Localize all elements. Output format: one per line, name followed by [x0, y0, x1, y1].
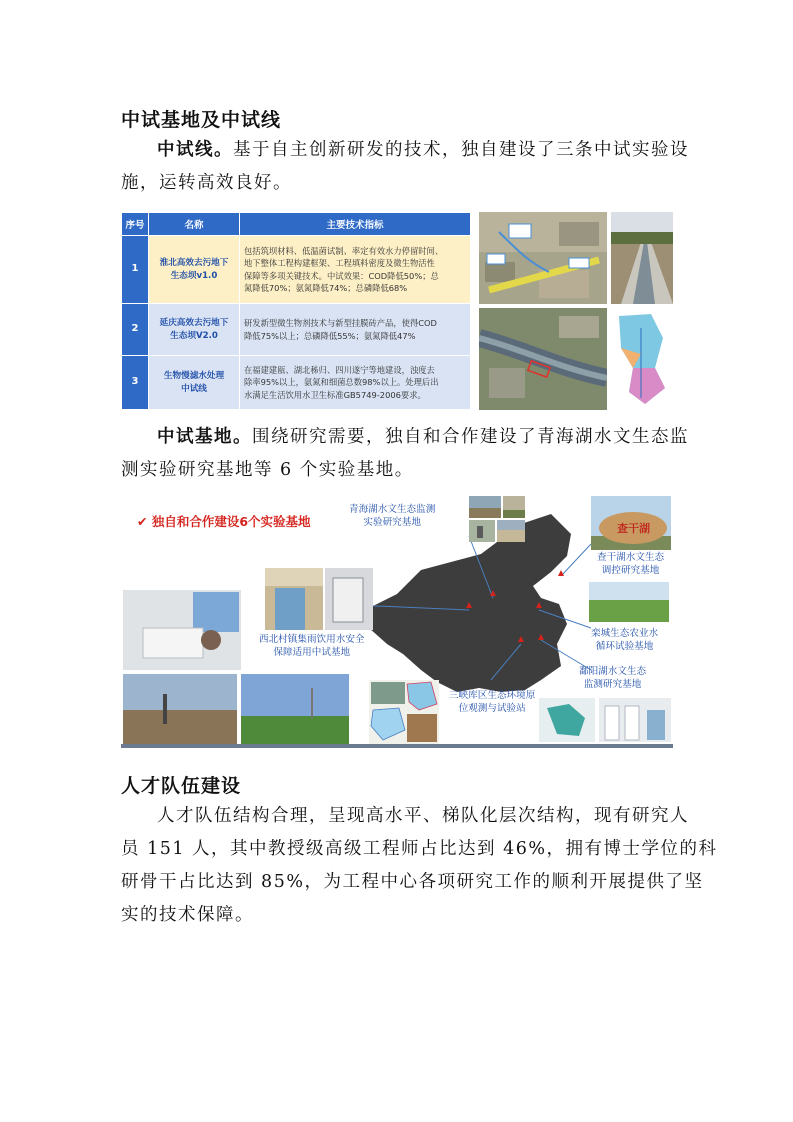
figure-baseline — [121, 744, 673, 748]
row-name-line: 生态坝V2.0 — [170, 330, 218, 341]
desc-line: 包括筑坝材料、低温菌试制、率定有效水力停留时间、 — [244, 245, 444, 256]
poyang-lab-photo — [599, 698, 671, 742]
desc-line: 水满足生活饮用水卫生标准GB5749-2006要求。 — [244, 389, 426, 400]
paragraph-talent — [121, 800, 718, 932]
label-line: 查干湖水文生态 — [597, 552, 665, 563]
qinghai-photo — [503, 496, 525, 518]
table-header-row — [122, 213, 471, 236]
row-desc — [240, 304, 471, 356]
label-xibei — [259, 634, 365, 659]
paragraph-line: 研骨干占比达到 85%，为工程中心各项研究工作的顺利开展提供了坚 — [121, 872, 704, 892]
paragraph-line — [121, 421, 689, 454]
desc-line: 氮降低70%；氨氮降低74%；总磷降低68% — [244, 283, 408, 293]
aerial-photo-site1 — [479, 212, 607, 304]
desc-line: 降低75%以上；总磷降低55%；氨氮降低47% — [244, 330, 416, 341]
row-name-line: 淮北高效去污地下 — [159, 258, 229, 268]
row-name-line: 生物慢滤水处理 — [163, 371, 225, 381]
table-row — [122, 304, 471, 356]
poyang-map — [539, 698, 595, 742]
label-chagan — [597, 552, 664, 577]
paragraph-line — [121, 134, 689, 167]
paragraph-line: 员 151 人，其中教授级高级工程师占比达到 46%，拥有博士学位的科 — [121, 839, 718, 859]
chagan-lake-photo — [591, 496, 671, 550]
row-desc — [240, 356, 471, 410]
xibei-photo-1 — [265, 568, 323, 630]
row-name-line: 延庆高效去污地下 — [159, 318, 229, 328]
label-line: 位观测与试验站 — [458, 702, 526, 714]
table-row — [122, 236, 471, 304]
label-qinghai — [349, 504, 435, 529]
pilot-line-figure — [121, 212, 673, 410]
row-name-line: 生态坝v1.0 — [170, 270, 218, 281]
field-photo-1 — [123, 674, 237, 744]
paragraph-line: 实的技术保障。 — [121, 905, 254, 925]
row-name — [149, 356, 240, 410]
section-heading-pilot: 中试基地及中试线 — [121, 109, 282, 131]
desc-line: 地下整体工程构建框架、工程填料密度及微生物活性 — [244, 258, 435, 268]
xibei-photo-2 — [325, 568, 373, 630]
qinghai-photo — [469, 496, 501, 518]
channel-photo — [611, 212, 673, 304]
label-line: 循环试验基地 — [595, 640, 654, 652]
paragraph-pilot-base — [121, 421, 689, 487]
luancheng-photo — [589, 582, 669, 622]
row-name-line: 中试线 — [181, 383, 207, 394]
table-header-cell: 主要技术指标 — [240, 213, 471, 236]
paragraph-lead: 中试基地。 — [157, 427, 252, 447]
field-photo-2 — [241, 674, 349, 744]
desc-line: 研发新型微生物剂技术与新型挂膜砖产品，使得COD — [244, 318, 437, 328]
paragraph-line: 测实验研究基地等 6 个实验基地。 — [121, 460, 414, 480]
label-sanxia — [449, 690, 535, 715]
label-line: 鄱阳湖水文生态 — [579, 666, 647, 677]
row-desc — [240, 236, 471, 304]
watershed-map — [611, 308, 673, 410]
label-line: 青海湖水文生态监测 — [349, 504, 436, 515]
label-line: 保障适用中试基地 — [273, 646, 351, 658]
tech-table — [121, 212, 471, 410]
desc-line: 除率95%以上，氨氮和细菌总数98%以上。处理后出 — [244, 377, 439, 388]
label-poyang — [579, 666, 646, 691]
aerial-photo-site2 — [479, 308, 607, 410]
section-heading-talent: 人才队伍建设 — [121, 775, 242, 797]
label-line: 三峡库区生态环境原 — [449, 690, 536, 701]
paragraph-lead: 中试线。 — [157, 140, 233, 160]
label-line: 实验研究基地 — [363, 516, 421, 528]
qinghai-photo — [497, 520, 525, 542]
row-number: 3 — [122, 356, 149, 410]
map-title: ✔ 独自和合作建设6个实验基地 — [137, 514, 311, 529]
row-name — [149, 236, 240, 304]
paragraph-pilot-line — [121, 134, 689, 200]
desc-line: 保障等多项关键技术。中试效果：COD降低50%；总 — [244, 270, 439, 281]
table-header-cell: 名称 — [149, 213, 240, 236]
label-line: 西北村镇集雨饮用水安全 — [259, 634, 365, 645]
row-number: 1 — [122, 236, 149, 304]
sanxia-photos — [369, 680, 439, 744]
row-name — [149, 304, 240, 356]
row-number: 2 — [122, 304, 149, 356]
paragraph-line: 施，运转高效良好。 — [121, 173, 292, 193]
paragraph-text: 基于自主创新研发的技术，独自建设了三条中试实验设 — [233, 140, 689, 160]
label-line: 监测研究基地 — [583, 678, 642, 690]
qinghai-photo — [469, 520, 495, 542]
paragraph-text: 围绕研究需要，独自和合作建设了青海湖水文生态监 — [252, 427, 689, 447]
table-row — [122, 356, 471, 410]
desc-line: 在福建建瓯、湖北秭归、四川遂宁等地建设，浊度去 — [244, 364, 435, 375]
stone-inscription: 查干湖 — [617, 522, 650, 535]
label-luancheng — [591, 628, 658, 653]
lab-photo — [123, 590, 241, 670]
table-header-cell: 序号 — [122, 213, 149, 236]
label-line: 栾城生态农业水 — [591, 628, 659, 639]
paragraph-line: 人才队伍结构合理，呈现高水平、梯队化层次结构，现有研究人 — [157, 806, 689, 826]
label-line: 调控研究基地 — [601, 564, 660, 576]
base-map-figure — [121, 494, 673, 748]
